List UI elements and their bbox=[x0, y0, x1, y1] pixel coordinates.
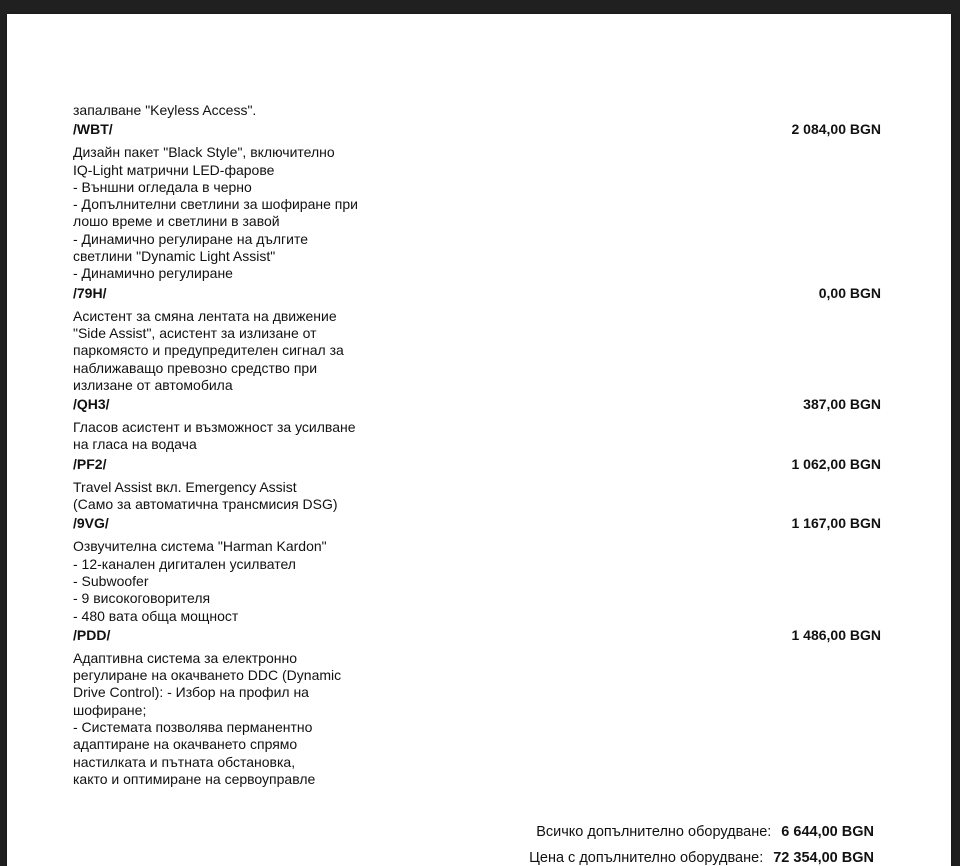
description-line: - Динамично регулиране на дългите bbox=[73, 230, 309, 247]
description-line: както и оптимиране на сервоуправле bbox=[73, 770, 316, 787]
description-line: паркомясто и предупредителен сигнал за bbox=[73, 342, 344, 359]
total-price-value: 72 354,00 BGN bbox=[773, 850, 874, 866]
description-line: - Динамично регулиране bbox=[73, 265, 233, 282]
item-code-row bbox=[73, 627, 881, 644]
description-line: Drive Control): - Избор на профил на bbox=[73, 684, 309, 701]
item-code-row bbox=[73, 121, 881, 138]
item-code: /9VG/ bbox=[73, 515, 109, 532]
description-line: шофиране; bbox=[73, 701, 147, 718]
description-line: - Допълнителни светлини за шофиране при bbox=[73, 196, 358, 213]
total-extra-label: Всичко допълнително оборудване: bbox=[536, 824, 772, 840]
item-code: /79H/ bbox=[73, 284, 107, 301]
description-line: на гласа на водача bbox=[73, 436, 197, 453]
description-line: - 480 вата обща мощност bbox=[73, 607, 239, 624]
description-line: наближаващо превозно средство при bbox=[73, 359, 318, 376]
description-line: Асистент за смяна лентата на движение bbox=[73, 307, 337, 324]
description-line: Travel Assist вкл. Emergency Assist bbox=[73, 478, 297, 495]
viewer-top-bar bbox=[0, 0, 960, 14]
description-line: настилката и пътната обстановка, bbox=[73, 753, 296, 770]
item-description bbox=[73, 308, 881, 394]
item-price: 1 062,00 BGN bbox=[791, 455, 881, 472]
item-code-row bbox=[73, 515, 881, 532]
description-line: - Външни огледала в черно bbox=[73, 178, 252, 195]
item-code-row bbox=[73, 285, 881, 302]
item-price: 2 084,00 BGN bbox=[791, 121, 881, 138]
item-price: 387,00 BGN bbox=[803, 396, 881, 413]
description-line: светлини "Dynamic Light Assist" bbox=[73, 248, 276, 265]
total-extra-value: 6 644,00 BGN bbox=[781, 824, 874, 840]
item-description bbox=[73, 538, 881, 624]
item-description bbox=[73, 650, 881, 788]
item-description bbox=[73, 419, 881, 454]
item-code: /WBT/ bbox=[73, 121, 113, 138]
description-line: - 12-канален дигитален усилвател bbox=[73, 555, 296, 572]
item-code: /PDD/ bbox=[73, 626, 111, 643]
item-price: 1 486,00 BGN bbox=[791, 626, 881, 643]
description-line: - 9 високоговорителя bbox=[73, 590, 211, 607]
description-line: - Системата позволява перманентно bbox=[73, 719, 313, 736]
description-line: Адаптивна система за електронно bbox=[73, 649, 297, 666]
item-code-row bbox=[73, 396, 881, 413]
total-extra-row bbox=[536, 824, 874, 840]
total-price-label: Цена с допълнително оборудване: bbox=[529, 850, 764, 866]
intro-line: запалване "Keyless Access". bbox=[73, 102, 257, 118]
description-line: излизане от автомобила bbox=[73, 376, 233, 393]
item-code: /PF2/ bbox=[73, 455, 107, 472]
item-description bbox=[73, 144, 881, 282]
item-code-row bbox=[73, 456, 881, 473]
document-page bbox=[7, 14, 951, 866]
description-line: "Side Assist", асистент за излизане от bbox=[73, 324, 317, 341]
item-price: 0,00 BGN bbox=[818, 284, 881, 301]
total-price-row bbox=[529, 850, 874, 866]
description-line: Дизайн пакет "Black Style", включително bbox=[73, 144, 335, 161]
item-price: 1 167,00 BGN bbox=[791, 515, 881, 532]
item-code: /QH3/ bbox=[73, 396, 110, 413]
description-line: регулиране на окачването DDC (Dynamic bbox=[73, 667, 342, 684]
description-line: адаптиране на окачването спрямо bbox=[73, 736, 298, 753]
description-line: Гласов асистент и възможност за усилване bbox=[73, 419, 356, 436]
description-line: IQ-Light матрични LED-фарове bbox=[73, 161, 275, 178]
description-line: - Subwoofer bbox=[73, 572, 149, 589]
item-description bbox=[73, 479, 881, 514]
description-line: (Само за автоматична трансмисия DSG) bbox=[73, 496, 338, 513]
equipment-list bbox=[73, 102, 881, 788]
description-line: лошо време и светлини в завой bbox=[73, 213, 280, 230]
description-line: Озвучителна система "Harman Kardon" bbox=[73, 538, 327, 555]
